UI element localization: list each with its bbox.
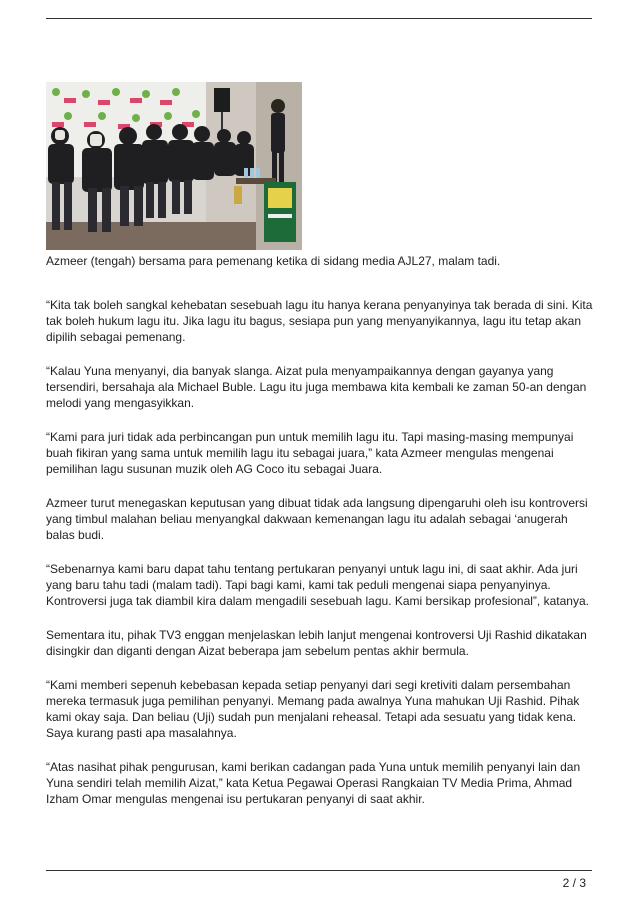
paragraph: “Kalau Yuna menyanyi, dia banyak slanga. Aizat pula menyampaikannya dengan gayanya yang tersendiri, bersahaja ala Michael Buble. Lagu itu juga membawa kita kembali ke zaman 50-an dengan melodi yang mengasyikkan. — [46, 364, 587, 410]
paragraph: “Sebenarnya kami baru dapat tahu tentang pertukaran penyanyi untuk lagu ini, di saat akhir. Ada juri yang baru tahu tadi (malam tadi). Tapi bagi kami, kami tak peduli mengenai siapa penyanyinya. Kontroversi juga tak diambil kira dalam mengadili sesebuah lagu. Kami bersikap profesional”, katanya. — [46, 562, 589, 608]
header-rule — [46, 18, 592, 19]
article-body — [46, 297, 594, 825]
paragraph: “Kita tak boleh sangkal kehebatan sesebuah lagu itu hanya kerana penyanyinya tak berada di sini. Kita tak boleh hukum lagu itu. Jika lagu itu bagus, sesiapa pun yang menyanyikannya, lagu itu tetap akan dipilih sebagai pemenang. — [46, 298, 593, 344]
photo-illustration — [46, 82, 302, 250]
paragraph: “Atas nasihat pihak pengurusan, kami berikan cadangan pada Yuna untuk memilih penyanyi lain dan Yuna sendiri telah memilih Aizat,” kata Ketua Pegawai Operasi Rangkaian TV Media Prima, Ahmad Izham Omar mengulas mengenai isu pertukaran penyanyi di saat akhir. — [46, 760, 581, 806]
paragraph: “Kami para juri tidak ada perbincangan pun untuk memilih lagu itu. Tapi masing-masing mempunyai buah fikiran yang sama untuk memilih lagu itu sebagai juara,” kata Azmeer mengulas mengenai pemilihan lagu susunan muzik oleh AG Coco itu sebagai Juara. — [46, 430, 574, 476]
paragraph: Sementara itu, pihak TV3 enggan menjelaskan lebih lanjut mengenai kontroversi Uji Rashid dikatakan disingkir dan diganti dengan Aizat beberapa jam sebelum pentas akhir bermula. — [46, 628, 587, 658]
paragraph: Azmeer turut menegaskan keputusan yang dibuat tidak ada langsung dipengaruhi oleh isu kontroversi yang timbul malahan beliau menyangkal dakwaan kemenangan lagu itu adalah sebagai ‘anugerah balas budi. — [46, 496, 588, 542]
paragraph: “Kami memberi sepenuh kebebasan kepada setiap penyanyi dari segi kretiviti dalam persembahan mereka termasuk juga pemilihan penyanyi. Memang pada awalnya Yuna mahukan Uji Rashid. Pihak kami okay saja. Dan beliau (Uji) sudah pun menjalani reheasal. Tetapi ada sesuatu yang tidak kena. Saya kurang pasti apa masalahnya. — [46, 678, 580, 740]
page-number: 2 / 3 — [562, 876, 586, 890]
press-conference-photo — [46, 82, 302, 250]
footer-rule — [46, 870, 592, 871]
photo-caption: Azmeer (tengah) bersama para pemenang ketika di sidang media AJL27, malam tadi. — [46, 254, 501, 268]
